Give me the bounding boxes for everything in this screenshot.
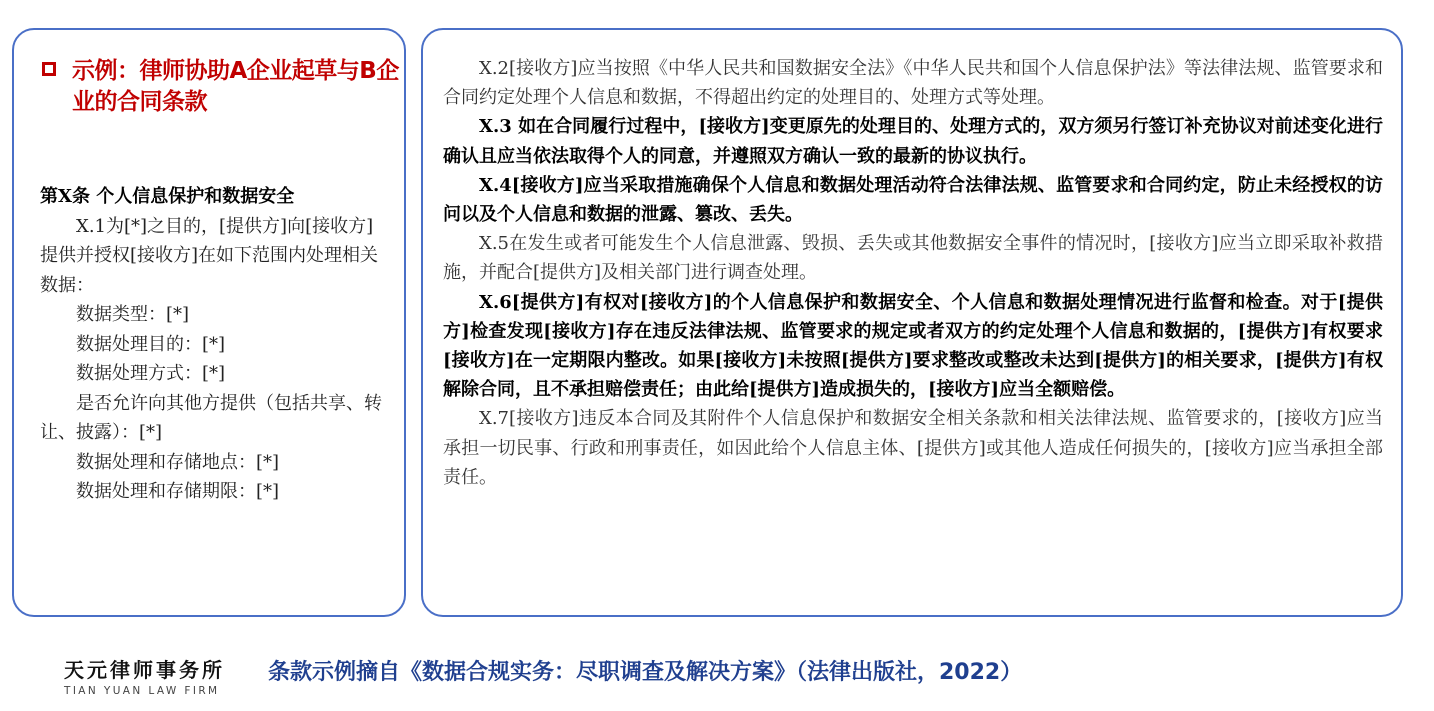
clause-paragraphs <box>443 54 1383 492</box>
right-panel <box>421 28 1403 617</box>
left-panel <box>12 28 406 617</box>
clause-x7: X.7[接收方]违反本合同及其附件个人信息保护和数据安全相关条款和相关法律法规、监管要求的，[接收方]应当承担一切民事、行政和刑事责任，如因此给个人信息主体、[提供方]或其他人造成任何损失的，[接收方]应当承担全部责任。 <box>443 408 1383 488</box>
clause-item: 数据处理和存储地点：[*] <box>76 451 280 473</box>
clause-item: 数据处理方式：[*] <box>76 363 226 384</box>
source-note: 条款示例摘自《数据合规实务：尽职调查及解决方案》（法律出版社，2022） <box>268 660 1023 685</box>
example-title-text: 示例：律师协助A企业起草与B企业的合同条款 <box>72 58 399 115</box>
clause-x4: X.4[接收方]应当采取措施确保个人信息和数据处理活动符合法律法规、监管要求和合同约定，防止未经授权的访问以及个人信息和数据的泄露、篡改、丢失。 <box>443 174 1383 226</box>
clause-paragraph-1: X.1为[*]之目的，[提供方]向[接收方]提供并授权[接收方]在如下范围内处理相关数据： <box>40 215 379 296</box>
clause-item: 数据类型：[*] <box>76 304 190 325</box>
firm-logo <box>64 654 234 697</box>
clause-x6: X.6[提供方]有权对[接收方]的个人信息保护和数据安全、个人信息和数据处理情况进行监督和检查。对于[提供方]检查发现[接收方]存在违反法律法规、监管要求的规定或者双方的约定处理个人信息和数据的，[提供方]有权要求[接收方]在一定期限内整改。如果[接收方]未按照[提供方]要求整改或整改未达到[提供方]的相关要求，[提供方]有权解除合同，且不承担赔偿责任；由此给[提供方]造成损失的，[接收方]应当全额赔偿。 <box>443 291 1383 401</box>
clause-x5: X.5在发生或者可能发生个人信息泄露、毁损、丢失或其他数据安全事件的情况时，[接收方]应当立即采取补救措施，并配合[提供方]及相关部门进行调查处理。 <box>443 233 1383 284</box>
firm-logo-cn: 天元律师事务所 <box>64 658 225 682</box>
clause-item: 数据处理目的：[*] <box>76 333 226 355</box>
clause-share-paragraph: 是否允许向其他方提供（包括共享、转让、披露）：[*] <box>40 392 382 443</box>
example-title <box>42 56 402 118</box>
clause-item: 数据处理和存储期限：[*] <box>76 481 280 502</box>
square-bullet-icon <box>42 62 56 76</box>
firm-logo-en: TIAN YUAN LAW FIRM <box>64 685 220 697</box>
clause-x2: X.2[接收方]应当按照《中华人民共和国数据安全法》《中华人民共和国个人信息保护法》等法律法规、监管要求和合同约定处理个人信息和数据，不得超出约定的处理目的、处理方式等处理。 <box>443 58 1383 109</box>
clause-heading: 第X条 个人信息保护和数据安全 <box>40 186 295 207</box>
clause-block <box>40 182 390 507</box>
clause-x3: X.3 如在合同履行过程中，[接收方]变更原先的处理目的、处理方式的，双方须另行签订补充协议对前述变化进行确认且应当依法取得个人的同意，并遵照双方确认一致的最新的协议执行。 <box>443 116 1383 167</box>
